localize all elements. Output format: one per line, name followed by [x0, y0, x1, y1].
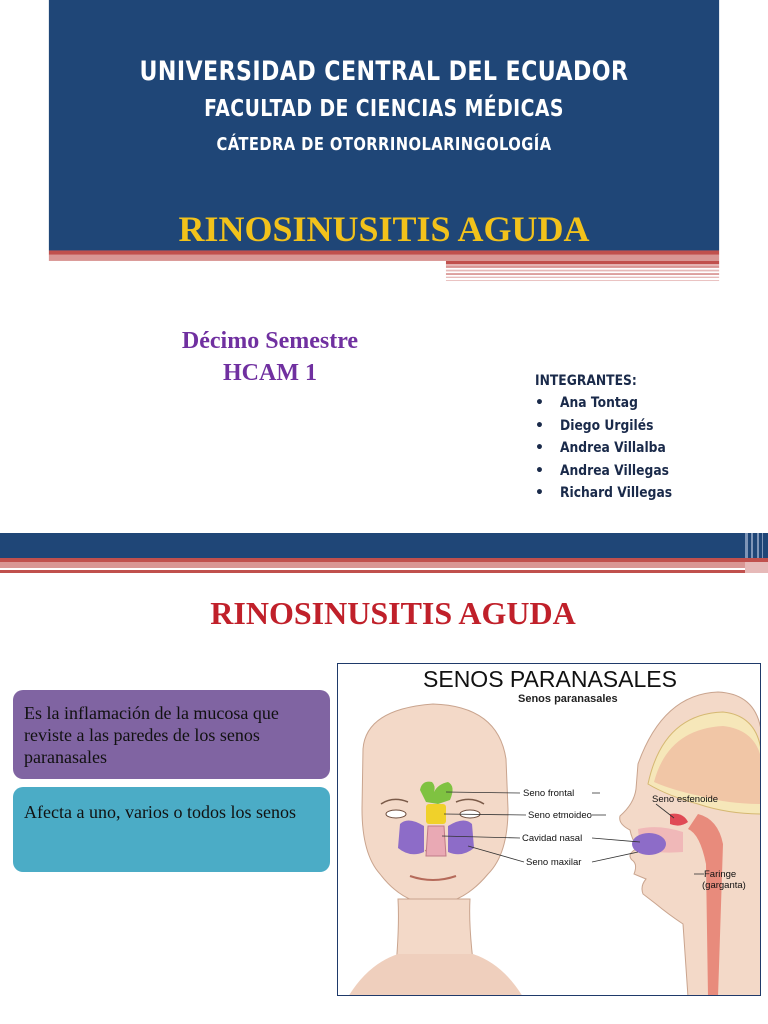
label-throat: (garganta) — [702, 880, 746, 891]
label-pharynx: Faringe — [704, 869, 737, 880]
label-nasal-cavity: Cavidad nasal — [522, 833, 583, 844]
label-sphenoid-sinus: Seno esfenoide — [652, 794, 719, 805]
members-heading: INTEGRANTES: — [535, 373, 637, 389]
maxillary-sinus-left-shape — [398, 820, 424, 854]
figure-title: SENOS PARANASALES — [423, 666, 677, 692]
member-name: Andrea Villalba — [560, 440, 666, 456]
label-maxillary-sinus: Seno maxilar — [526, 857, 582, 868]
ethmoid-sinus-shape — [426, 804, 446, 824]
definition-box: Es la inflamación de la mucosa que reviste a las paredes de los senos paranasales — [13, 690, 330, 779]
member-name: Richard Villegas — [560, 485, 673, 501]
paranasal-sinus-figure — [337, 663, 761, 996]
content-slide — [0, 533, 768, 1024]
sinus-illustration — [338, 664, 761, 996]
member-name: Ana Tontag — [560, 395, 638, 411]
slide-header-stripes — [0, 533, 768, 583]
label-ethmoid-sinus: Seno etmoideo — [528, 810, 592, 821]
maxillary-sinus-right-shape — [448, 820, 474, 854]
sphenoid-sinus-shape — [632, 833, 666, 855]
list-item: • Ana Tontag — [535, 392, 755, 415]
label-frontal-sinus: Seno frontal — [523, 788, 575, 799]
members-block — [535, 373, 755, 505]
list-item: • Richard Villegas — [535, 482, 755, 505]
members-list — [535, 392, 755, 505]
list-item: • Andrea Villegas — [535, 460, 755, 483]
member-name: Andrea Villegas — [560, 462, 669, 479]
slide-title: RINOSINUSITIS AGUDA — [210, 595, 576, 631]
member-name: Diego Urgilés — [560, 417, 654, 434]
faculty-name: FACULTAD DE CIENCIAS MÉDICAS — [204, 96, 564, 122]
list-item: • Andrea Villalba — [535, 437, 755, 460]
scope-box: Afecta a uno, varios o todos los senos — [13, 787, 330, 872]
presentation-title: RINOSINUSITIS AGUDA — [178, 209, 590, 249]
nasal-cavity-shape — [426, 826, 446, 856]
list-item: • Diego Urgilés — [535, 415, 755, 438]
university-name: UNIVERSIDAD CENTRAL DEL ECUADOR — [139, 56, 629, 87]
chair-name: CÁTEDRA DE OTORRINOLARINGOLOGÍA — [216, 134, 552, 155]
group-label: HCAM 1 — [223, 360, 317, 386]
semester-label: Décimo Semestre — [181, 328, 359, 354]
figure-subtitle: Senos paranasales — [518, 693, 618, 705]
